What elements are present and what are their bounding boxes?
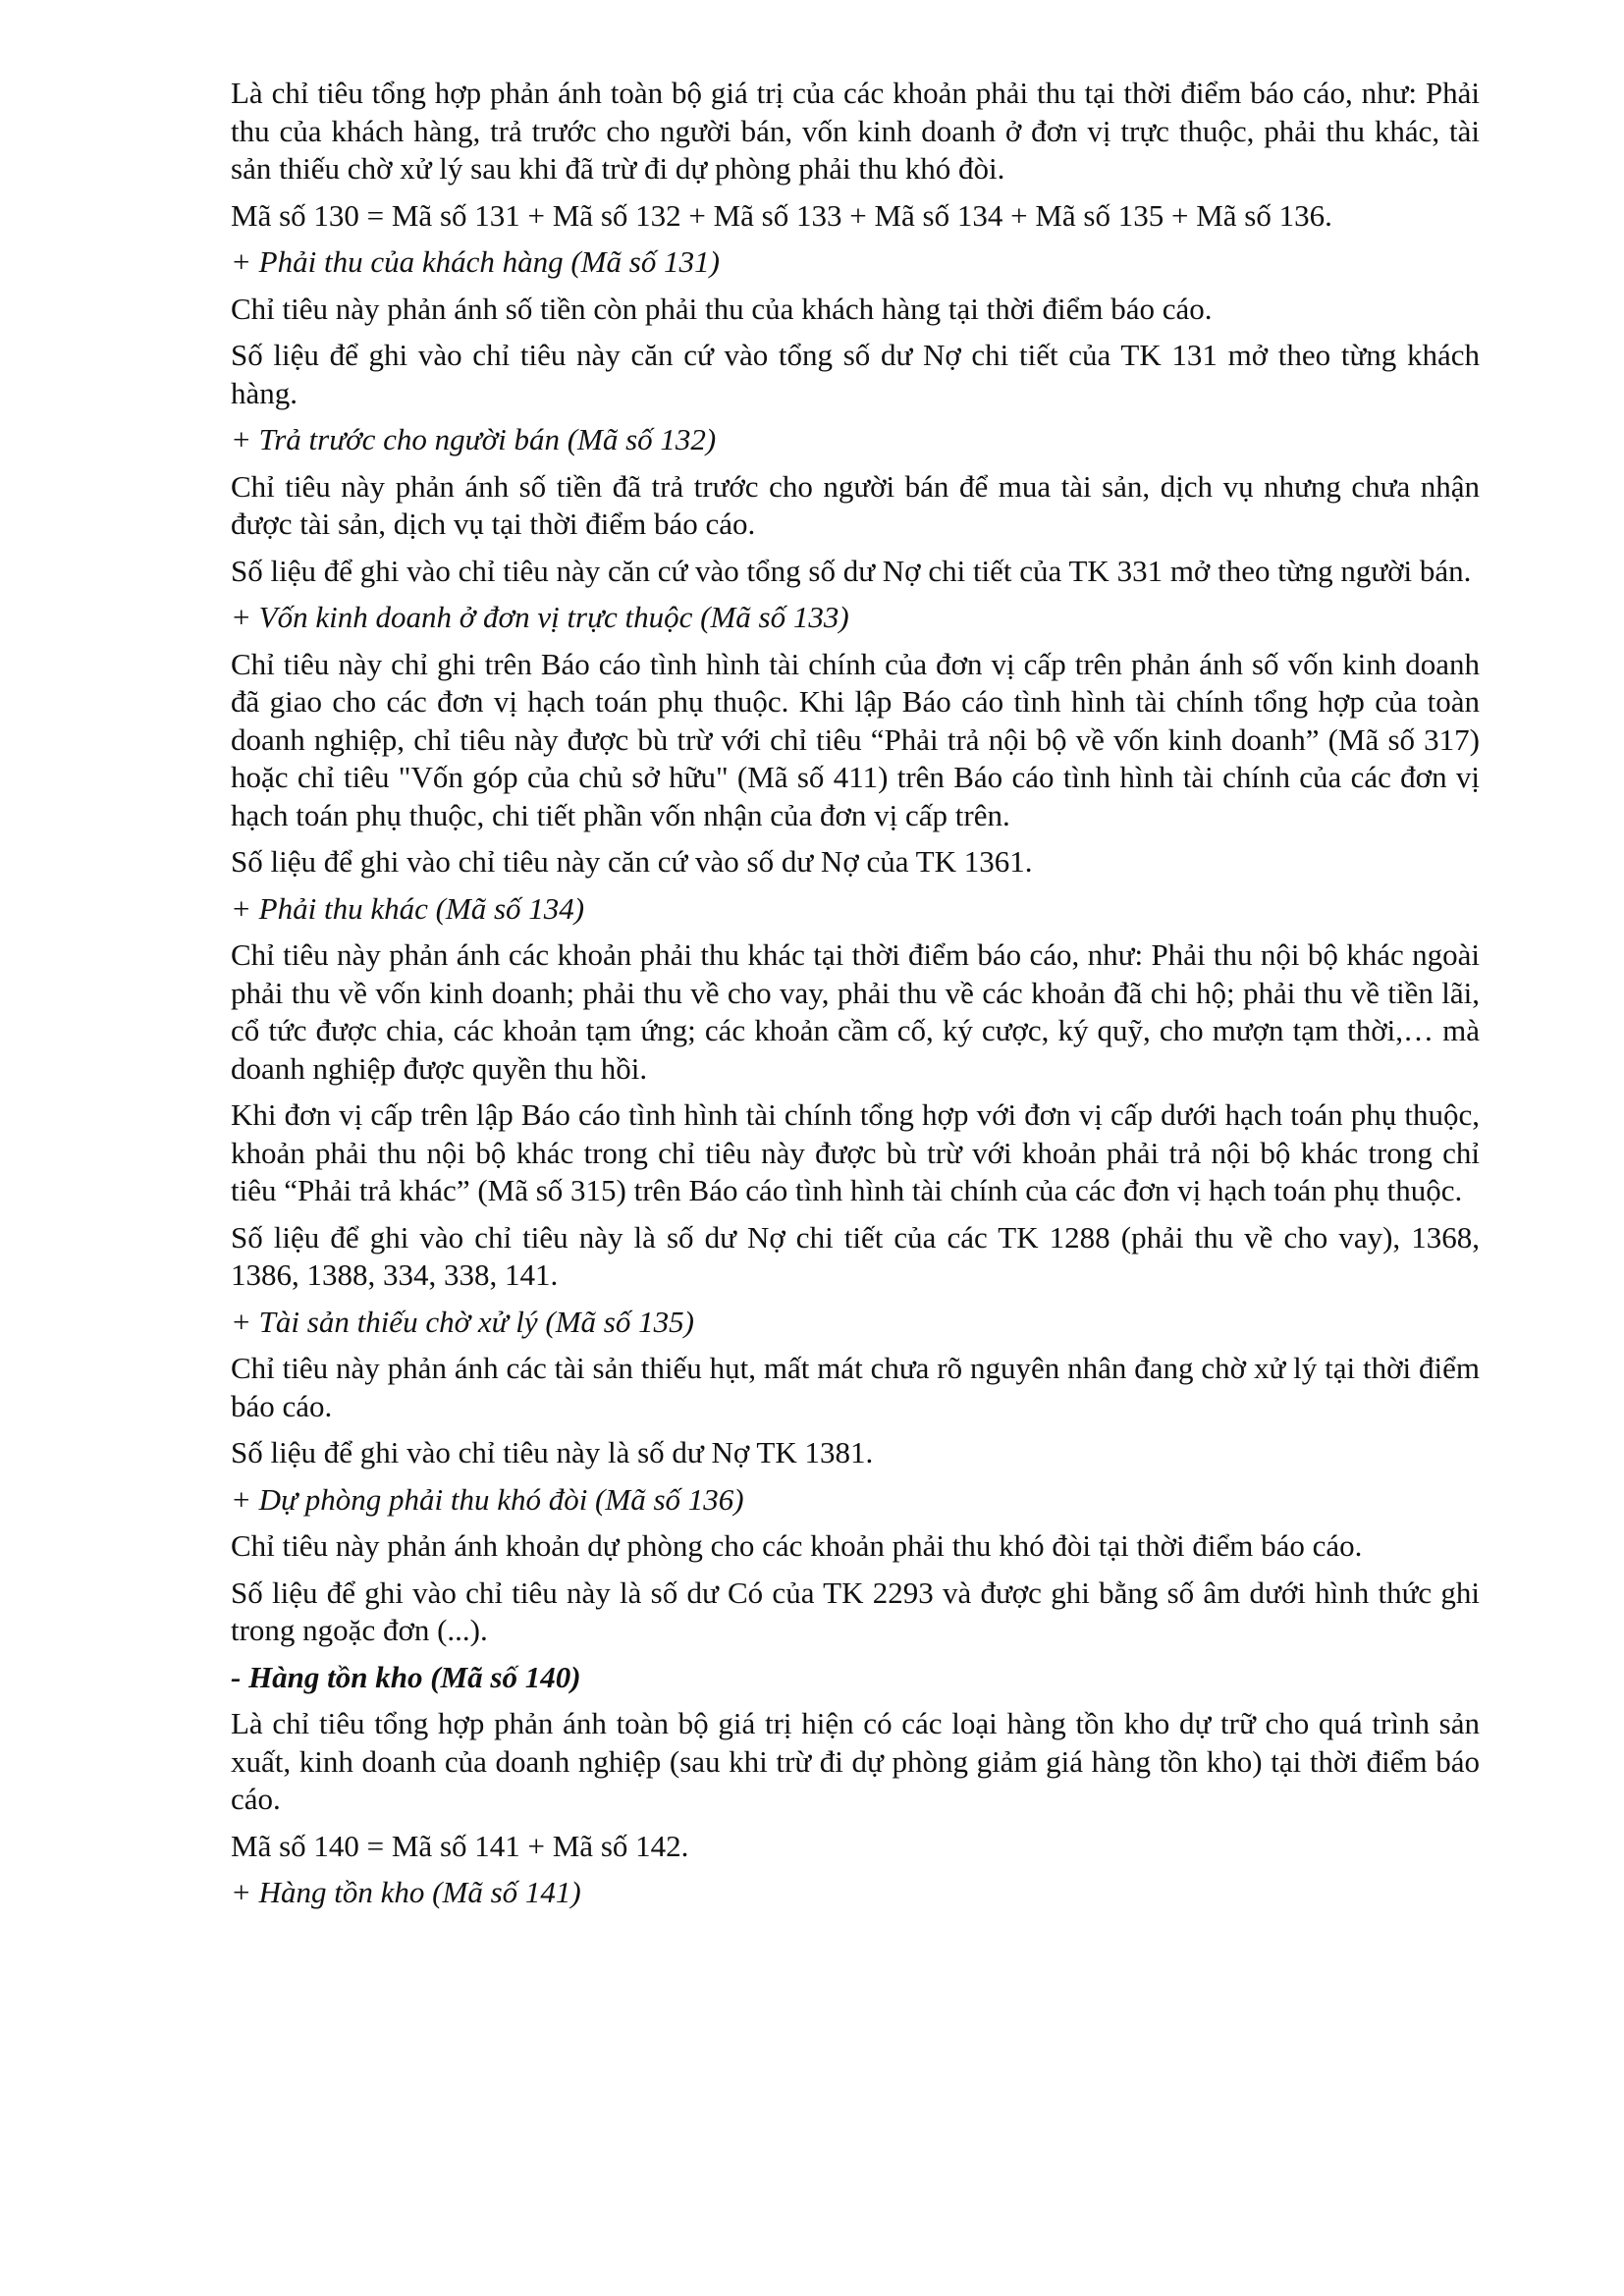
paragraph: Số liệu để ghi vào chỉ tiêu này căn cứ vào số dư Nợ của TK 1361. <box>231 844 1033 879</box>
paragraph: Số liệu để ghi vào chỉ tiêu này là số dư Nợ chi tiết của các TK 1288 (phải thu về cho vay), 1368, 1386, 1388, 334, 338, 141. <box>231 1219 1480 1292</box>
paragraph: Chỉ tiêu này phản ánh số tiền còn phải thu của khách hàng tại thời điểm báo cáo. <box>231 291 1213 326</box>
paragraph: Là chỉ tiêu tổng hợp phản ánh toàn bộ giá trị của các khoản phải thu tại thời điểm báo cáo, như: Phải thu của khách hàng, trả trước cho người bán, vốn kinh doanh ở đơn vị trực thuộc, phải thu khác, tài sản thiếu chờ xử lý sau khi đã trừ đi dự phòng phải thu khó đòi. <box>231 76 1480 186</box>
paragraph: Số liệu để ghi vào chỉ tiêu này là số dư Có của TK 2293 và được ghi bằng số âm dưới hình thức ghi trong ngoặc đơn (...). <box>231 1575 1480 1647</box>
paragraph: Chỉ tiêu này phản ánh số tiền đã trả trước cho người bán để mua tài sản, dịch vụ nhưng chưa nhận được tài sản, dịch vụ tại thời điểm báo cáo. <box>231 468 1480 541</box>
formula-line: Mã số 130 = Mã số 131 + Mã số 132 + Mã số 133 + Mã số 134 + Mã số 135 + Mã số 136. <box>231 197 1332 233</box>
paragraph: Chỉ tiêu này phản ánh các tài sản thiếu hụt, mất mát chưa rõ nguyên nhân đang chờ xử lý tại thời điểm báo cáo. <box>231 1351 1480 1423</box>
section-heading: + Trả trước cho người bán (Mã số 132) <box>231 422 717 456</box>
paragraph: Số liệu để ghi vào chỉ tiêu này căn cứ vào tổng số dư Nợ chi tiết của TK 131 mở theo từng khách hàng. <box>231 338 1480 410</box>
section-heading: + Hàng tồn kho (Mã số 141) <box>231 1875 581 1909</box>
section-heading: + Dự phòng phải thu khó đòi (Mã số 136) <box>231 1481 744 1517</box>
section-heading-bold: - Hàng tồn kho (Mã số 140) <box>231 1659 581 1694</box>
section-heading: + Phải thu khác (Mã số 134) <box>231 890 585 926</box>
section-heading: + Tài sản thiếu chờ xử lý (Mã số 135) <box>231 1304 694 1339</box>
paragraph: Chỉ tiêu này chỉ ghi trên Báo cáo tình hình tài chính của đơn vị cấp trên phản ánh số vốn kinh doanh đã giao cho các đơn vị hạch toán phụ thuộc. Khi lập Báo cáo tình hình tài chính tổng hợp của toàn doanh nghiệp, chỉ tiêu này được bù trừ với chỉ tiêu “Phải trả nội bộ về vốn kinh doanh” (Mã số 317) hoặc chỉ tiêu "Vốn góp của chủ sở hữu" (Mã số 411) trên Báo cáo tình hình tài chính của các đơn vị hạch toán phụ thuộc, chi tiết phần vốn nhận của đơn vị cấp trên. <box>231 646 1480 832</box>
paragraph: Chỉ tiêu này phản ánh khoản dự phòng cho các khoản phải thu khó đòi tại thời điểm báo cáo. <box>231 1528 1363 1563</box>
paragraph: Số liệu để ghi vào chỉ tiêu này là số dư Nợ TK 1381. <box>231 1435 874 1469</box>
section-heading: + Phải thu của khách hàng (Mã số 131) <box>231 244 720 279</box>
formula-line: Mã số 140 = Mã số 141 + Mã số 142. <box>231 1828 689 1863</box>
paragraph: Chỉ tiêu này phản ánh các khoản phải thu khác tại thời điểm báo cáo, như: Phải thu nội bộ khác ngoài phải thu về vốn kinh doanh; phải thu về cho vay, phải thu về các khoản đã chi hộ; phải thu về tiền lãi, cổ tức được chia, các khoản tạm ứng; các khoản cầm cố, ký cược, ký quỹ, cho mượn tạm thời,… mà doanh nghiệp được quyền thu hồi. <box>231 937 1480 1086</box>
paragraph: Khi đơn vị cấp trên lập Báo cáo tình hình tài chính tổng hợp với đơn vị cấp dưới hạch toán phụ thuộc, khoản phải thu nội bộ khác trong chỉ tiêu này được bù trừ với khoản phải trả nội bộ khác trong chỉ tiêu “Phải trả khác” (Mã số 315) trên Báo cáo tình hình tài chính của các đơn vị hạch toán phụ thuộc. <box>231 1097 1480 1207</box>
paragraph: Số liệu để ghi vào chỉ tiêu này căn cứ vào tổng số dư Nợ chi tiết của TK 331 mở theo từng người bán. <box>231 553 1472 588</box>
document-page <box>231 75 1480 1921</box>
paragraph: Là chỉ tiêu tổng hợp phản ánh toàn bộ giá trị hiện có các loại hàng tồn kho dự trữ cho quá trình sản xuất, kinh doanh của doanh nghiệp (sau khi trừ đi dự phòng giảm giá hàng tồn kho) tại thời điểm báo cáo. <box>231 1706 1480 1816</box>
section-heading: + Vốn kinh doanh ở đơn vị trực thuộc (Mã số 133) <box>231 600 849 634</box>
